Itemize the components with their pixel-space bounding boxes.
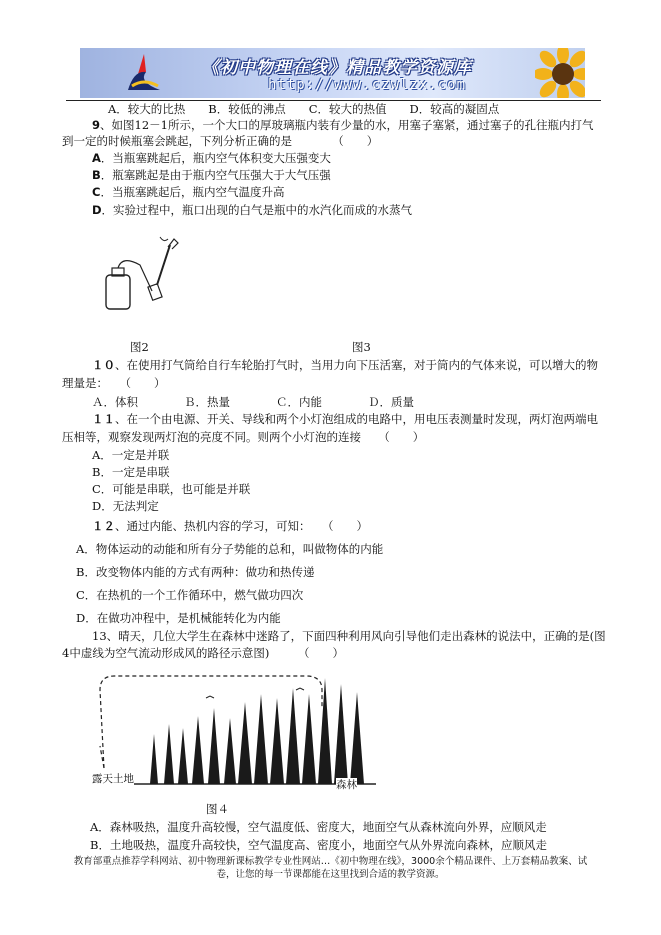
q9-option-d: D．实验过程中，瓶口出现的白气是瓶中的水汽化而成的水蒸气 xyxy=(92,203,413,217)
q12-option-d: D．在做功冲程中，是机械能转化为内能 xyxy=(76,611,281,625)
q10-stem-line2: 理量是： （ ） xyxy=(62,376,166,390)
q13-option-b: B．土地吸热，温度升高较快，空气温度高、密度小，地面空气从外界流向森林，应顺风走 xyxy=(90,838,547,852)
forest-trees xyxy=(150,678,364,784)
q9-number: 9 xyxy=(92,118,101,132)
q11-option-a: A．一定是并联 xyxy=(92,448,170,462)
q9-stem-line2: 到一定的时候瓶塞会跳起，下列分析正确的是 （ ） xyxy=(62,134,379,148)
header-rule xyxy=(66,100,601,101)
fig4-left-label: 露天土地 xyxy=(92,773,134,785)
q11-option-c: C．可能是串联，也可能是并联 xyxy=(92,482,251,496)
q13-stem-line1: 13、晴天，几位大学生在森林中迷路了，下面四种利用风向引导他们走出森林的说法中，正确的是(图 xyxy=(92,629,606,643)
fig4-right-label: 森林 xyxy=(336,779,357,791)
q11-stem-line2: 压相等，观察发现两灯泡的亮度不同。则两个小灯泡的连接 （ ） xyxy=(62,430,425,444)
q13-stem-line2: 4中虚线为空气流动形成风的路径示意图) （ ） xyxy=(62,646,345,660)
q10-stem-line1: １０、在使用打气筒给自行车轮胎打气时，当用力向下压活塞，对于筒内的气体来说，可以增大的物 xyxy=(92,358,598,372)
fig3-label: 图3 xyxy=(352,340,371,354)
sunflower-icon xyxy=(535,48,585,98)
q11-option-b: B．一定是串联 xyxy=(92,465,170,479)
q12-option-b: B．改变物体内能的方式有两种：做功和热传递 xyxy=(76,565,315,579)
footer-line2: 卷，让您的每一节课都能在这里找到合适的教学资源。 xyxy=(216,869,445,880)
q8-options: A．较大的比热 B．较低的沸点 C．较大的热值 D．较高的凝固点 xyxy=(108,102,500,116)
figure-bottle-pump xyxy=(100,235,190,315)
header-banner xyxy=(80,48,585,98)
q11-stem-line1: １１、在一个由电源、开关、导线和两个小灯泡组成的电路中，用电压表测量时发现，两灯泡两端电 xyxy=(92,412,598,426)
q12-option-c: C．在热机的一个工作循环中，燃气做功四次 xyxy=(76,588,304,602)
fig2-label: 图2 xyxy=(130,340,149,354)
q9-option-a: A．当瓶塞跳起后，瓶内空气体积变大压强变大 xyxy=(92,151,331,165)
footer-line1: 教育部重点推荐学科网站、初中物理新课标教学专业性网站…《初中物理在线》，3000余个精品课件、上万套精品教案、试 xyxy=(73,856,588,867)
q9-option-c: C．当瓶塞跳起后，瓶内空气温度升高 xyxy=(92,185,285,199)
q11-option-d: D．无法判定 xyxy=(92,499,159,513)
q9-option-b: B．瓶塞跳起是由于瓶内空气压强大于大气压强 xyxy=(92,168,331,182)
banner-url: http://www.czwlzx.com xyxy=(268,77,467,93)
q12-option-a: A．物体运动的动能和所有分子势能的总和，叫做物体的内能 xyxy=(76,542,384,556)
site-logo-icon xyxy=(124,52,164,94)
q12-stem: １２、通过内能、热机内容的学习，可知： （ ） xyxy=(92,519,368,533)
banner-title: 《初中物理在线》精品教学资源库 xyxy=(202,58,472,78)
q13-option-a: A．森林吸热，温度升高较慢，空气温度低、密度大，地面空气从森林流向外界，应顺风走 xyxy=(90,820,547,834)
fig4-label: 图４ xyxy=(206,802,229,816)
q10-options: Ａ．体积 Ｂ．热量 Ｃ．内能 Ｄ．质量 xyxy=(92,395,414,409)
q9-stem-line1: 9、如图12－1所示，一个大口的厚玻璃瓶内装有少量的水，用塞子塞紧，通过塞子的孔往瓶内打气 xyxy=(92,118,594,132)
